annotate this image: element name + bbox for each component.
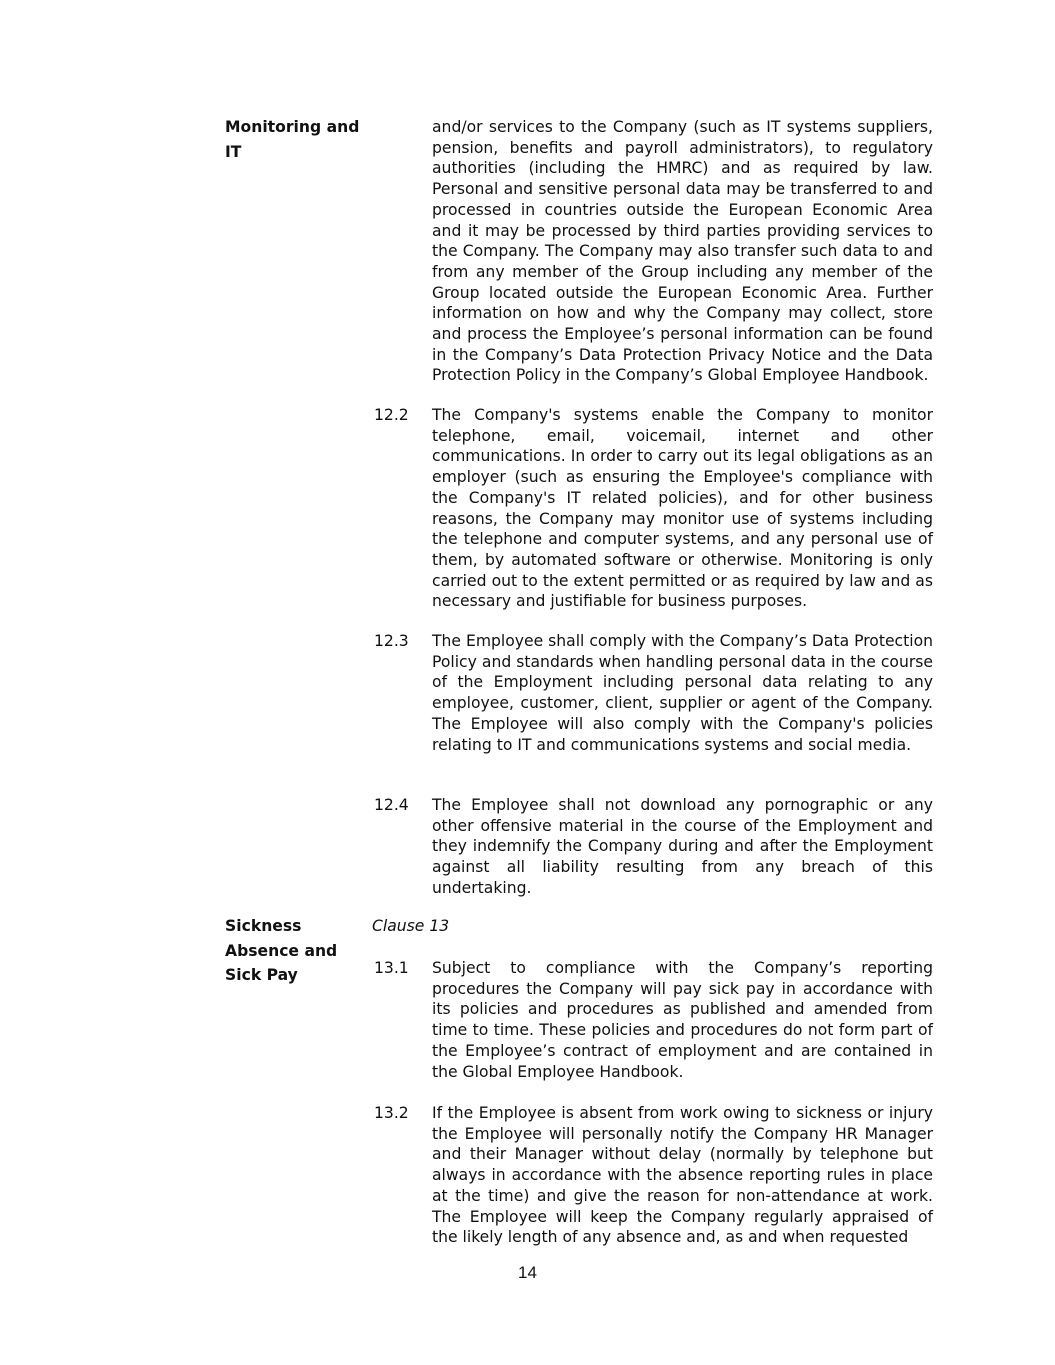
section-heading-sickness xyxy=(225,914,365,988)
clause-12-4-text: The Employee shall not download any pornographic or any other offensive material in the course of the Employment and they indemnify the Company during and after the Employment against all liability resulting from any breach of this undertaking. xyxy=(432,796,933,897)
heading-line: Sick Pay xyxy=(225,966,298,984)
clause-number-12-3: 12.3 xyxy=(374,632,409,650)
clause-12-3-text: The Employee shall comply with the Company’s Data Protection Policy and standards when handling personal data in the course of the Employment including personal data relating to any employee, customer, client, supplier or agent of the Company. The Employee will also comply with the Company's policies relating to IT and communications systems and social media. xyxy=(432,632,933,754)
clause-reference: Clause 13 xyxy=(372,917,450,935)
clause-13-2-text: If the Employee is absent from work owing to sickness or injury the Employee will personally notify the Company HR Manager and their Manager without delay (normally by telephone but always in accordance with the absence reporting rules in place at the time) and give the reason for non-attendance at work. The Employee will keep the Company regularly appraised of the likely length of any absence and, as and when requested xyxy=(432,1104,933,1247)
clause-number-12-4: 12.4 xyxy=(374,796,409,814)
heading-line: Monitoring and xyxy=(225,118,360,136)
heading-line: Absence and xyxy=(225,941,338,960)
clause-13-1-text: Subject to compliance with the Company’s reporting procedures the Company will pay sick pay in accordance with its policies and procedures as published and amended from time to time. These policies and procedures do not form part of the Employee’s contract of employment and are contained in the Global Employee Handbook. xyxy=(432,959,933,1081)
page-number: 14 xyxy=(518,1263,537,1282)
clause-number-12-2: 12.2 xyxy=(374,406,409,424)
clause-number-13-2: 13.2 xyxy=(374,1104,409,1122)
clause-12-1-continued: and/or services to the Company (such as IT systems suppliers, pension, benefits and payroll administrators), to regulatory authorities (including the HMRC) and as required by law. Personal and sensitive personal data may be transferred to and processed in countries outside the European Economic Area and it may be processed by third parties providing services to the Company. The Company may also transfer such data to and from any member of the Group including any member of the Group located outside the European Economic Area. Further information on how and why the Company may collect, store and process the Employee’s personal information can be found in the Company’s Data Protection Privacy Notice and the Data Protection Policy in the Company’s Global Employee Handbook. xyxy=(432,118,933,385)
heading-line: Sickness xyxy=(225,917,302,935)
heading-line: IT xyxy=(225,142,242,161)
clause-12-2-text: The Company's systems enable the Company to monitor telephone, email, voicemail, internet and other communications. In order to carry out its legal obligations as an employer (such as ensuring the Employee's compliance with the Company's IT related policies), and for other business reasons, the Company may monitor use of systems including the telephone and computer systems, and any personal use of them, by automated software or otherwise. Monitoring is only carried out to the extent permitted or as required by law and as necessary and justifiable for business purposes. xyxy=(432,406,933,611)
section-heading-monitoring xyxy=(225,115,365,164)
clause-number-13-1: 13.1 xyxy=(374,959,409,977)
